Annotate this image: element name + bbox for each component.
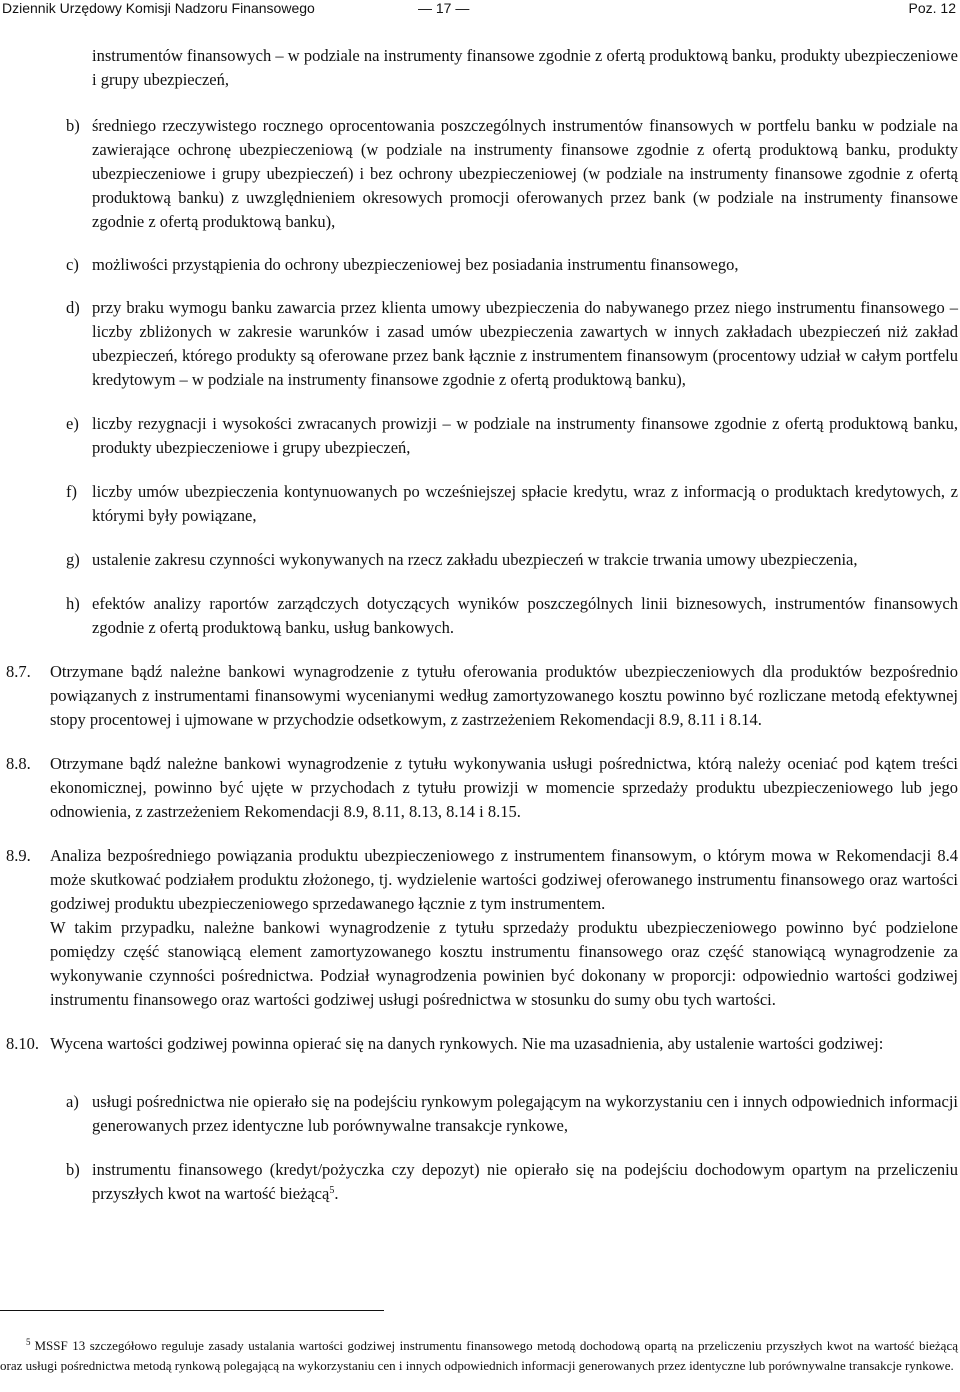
- list-item-label: e): [66, 414, 79, 433]
- list-item-b: [40, 114, 958, 234]
- list-item-label: b): [66, 116, 80, 135]
- footnote-mark: 5: [26, 1337, 31, 1347]
- journal-title: Dziennik Urzędowy Komisji Nadzoru Finansowego: [2, 0, 315, 16]
- list-item-label: c): [66, 255, 79, 274]
- list-item-label: h): [66, 594, 80, 613]
- section-8-10: [6, 1032, 958, 1056]
- position-number: Poz. 12: [908, 0, 956, 16]
- list-item-text: instrumentu finansowego (kredyt/pożyczka czy depozyt) nie opierało się na podejściu dochodowym opartym na przeliczeniu przyszłych kwot na wartość bieżącą: [92, 1160, 958, 1203]
- list-item-h: [40, 592, 958, 640]
- list-item-label: d): [66, 298, 80, 317]
- list-item-d: [40, 296, 958, 392]
- list-item-label: f): [66, 482, 77, 501]
- list-item-text: liczby rezygnacji i wysokości zwracanych prowizji – w podziale na instrumenty finansowe zgodnie z ofertą produktową banku, produkty ubezpieczeniowe i grupy ubezpieczeń,: [92, 414, 958, 457]
- list-item-g: [40, 548, 958, 572]
- section-8-9: [6, 844, 958, 1012]
- section-8-8: [6, 752, 958, 824]
- footnote-text: MSSF 13 szczegółowo reguluje zasady ustalania wartości godziwej instrumentu finansowego metodą dochodową opartą na przeliczeniu przyszłych kwot na wartość bieżącą oraz usługi pośrednictwa metodą rynkową polegającą na wykorzystaniu cen i innych odpowiednich informacji generowanych przez identyczne lub porównywalne transakcje rynkowe.: [0, 1338, 958, 1373]
- list-item-text: ustalenie zakresu czynności wykonywanych na rzecz zakładu ubezpieczeń w trakcie trwania umowy ubezpieczenia,: [92, 550, 858, 569]
- list-item-label: g): [66, 550, 80, 569]
- list-item-a: [40, 1090, 958, 1138]
- section-8-7: [6, 660, 958, 732]
- list-item-text: możliwości przystąpienia do ochrony ubezpieczeniowej bez posiadania instrumentu finansowego,: [92, 255, 739, 274]
- list-item-f: [40, 480, 958, 528]
- footnote-reference[interactable]: 5: [329, 1185, 335, 1196]
- list-item-e: [40, 412, 958, 460]
- footnote: [0, 1332, 958, 1376]
- section-number: 8.9.: [6, 846, 31, 865]
- list-item-text-end: .: [334, 1184, 339, 1203]
- list-item-b2: [40, 1158, 958, 1206]
- section-number: 8.8.: [6, 754, 31, 773]
- section-paragraph: Analiza bezpośredniego powiązania produktu ubezpieczeniowego z instrumentem finansowym, o którym mowa w Rekomendacji 8.4 może skutkować podziałem produktu złożonego, tj. wydzielenie wartości godziwej oferowanego instrumentu finansowego oraz wartości godziwej produktu ubezpieczeniowego sprzedawanego łącznie z tym instrumentem.: [50, 846, 958, 913]
- list-item-continuation: [40, 44, 958, 92]
- section-paragraph: Wycena wartości godziwej powinna opierać się na danych rynkowych. Nie ma uzasadnienia, aby ustalenie wartości godziwej:: [50, 1034, 884, 1053]
- list-item-label: a): [66, 1092, 79, 1111]
- list-item-label: b): [66, 1160, 80, 1179]
- list-item-text: liczby umów ubezpieczenia kontynuowanych po wcześniejszej spłacie kredytu, wraz z informacją o produktach kredytowych, z którymi były powiązane,: [92, 482, 958, 525]
- list-item-text: instrumentów finansowych – w podziale na instrumenty finansowe zgodnie z ofertą produktową banku, produkty ubezpieczeniowe i grupy ubezpieczeń,: [92, 46, 958, 89]
- section-paragraph: Otrzymane bądź należne bankowi wynagrodzenie z tytułu wykonywania usługi pośrednictwa, którą należy oceniać pod kątem treści ekonomicznej, powinno być ujęte w przychodach z tytułu prowizji w momencie sprzedaży produktu ubezpieczeniowego lub jego odnowienia, z zastrzeżeniem Rekomendacji 8.9, 8.11, 8.13, 8.14 i 8.15.: [50, 754, 958, 821]
- list-item-text: przy braku wymogu banku zawarcia przez klienta umowy ubezpieczenia do nabywanego przez niego instrumentu finansowego – liczby zbliżonych w zakresie warunków i zasad umów ubezpieczenia zawartych w innych zakładach ubezpieczeń niż zakład ubezpieczeń, którego produkty są oferowane przez bank łącznie z instrumentem finansowym (procentowy udział w całym portfelu kredytowym – w podziale na instrumenty finansowe zgodnie z ofertą produktową banku),: [92, 298, 958, 389]
- list-item-text: efektów analizy raportów zarządczych dotyczących wyników poszczególnych linii biznesowych, instrumentów finansowych zgodnie z ofertą produktową banku, usług bankowych.: [92, 594, 958, 637]
- footnote-divider: [0, 1310, 384, 1311]
- document-body: [6, 44, 958, 1206]
- section-number: 8.10.: [6, 1034, 39, 1053]
- list-item-text: średniego rzeczywistego rocznego oprocentowania poszczególnych instrumentów finansowych w portfelu banku w podziale na zawierające ochronę ubezpieczeniową (w podziale na instrumenty finansowe zgodnie z ofertą produktową banku, produkty ubezpieczeniowe i grupy ubezpieczeń) i bez ochrony ubezpieczeniowej (w podziale na instrumenty finansowe zgodnie z ofertą produktową banku) z uwzględnieniem okresowych promocji oferowanych przez bank (w podziale na instrumenty finansowe zgodnie z ofertą produktową banku),: [92, 116, 958, 231]
- section-paragraph: W takim przypadku, należne bankowi wynagrodzenie z tytułu sprzedaży produktu ubezpieczeniowego powinno być podzielone pomiędzy część stanowiącą element zamortyzowanego kosztu instrumentu finansowego oraz część stanowiącą wynagrodzenie za wykonywanie czynności pośrednictwa. Podział wynagrodzenia powinien być dokonany w proporcji: odpowiednio wartości godziwej instrumentu finansowego oraz wartości godziwej usługi pośrednictwa w stosunku do sumy obu tych wartości.: [50, 918, 958, 1009]
- section-paragraph: Otrzymane bądź należne bankowi wynagrodzenie z tytułu oferowania produktów ubezpieczeniowych dla produktów bezpośrednio powiązanych z instrumentami finansowymi wycenianymi według zamortyzowanego kosztu powinno być rozliczane metodą efektywnej stopy procentowej i ujmowane w przychodzie odsetkowym, z zastrzeżeniem Rekomendacji 8.9, 8.11 i 8.14.: [50, 662, 958, 729]
- section-number: 8.7.: [6, 662, 31, 681]
- page-header: [0, 0, 960, 18]
- list-item-c: [40, 253, 958, 277]
- list-item-text: usługi pośrednictwa nie opierało się na podejściu rynkowym polegającym na wykorzystaniu cen i innych odpowiednich informacji generowanych przez identyczne lub porównywalne transakcje rynkowe,: [92, 1092, 958, 1135]
- page-number: — 17 —: [418, 0, 470, 16]
